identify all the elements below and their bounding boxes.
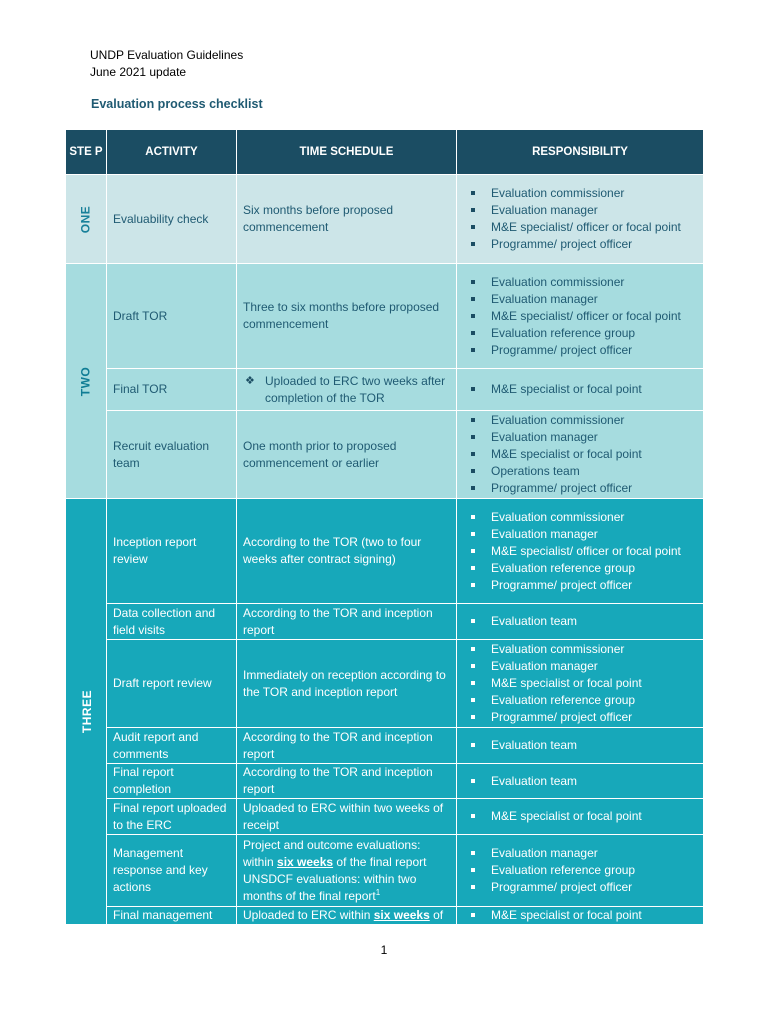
responsibility-cell: [457, 640, 704, 728]
list-item: Evaluation commissioner: [491, 412, 697, 429]
step-three-cell: [66, 499, 107, 925]
schedule-cell: Three to six months before proposed commencement: [237, 264, 457, 369]
table-row: [66, 835, 704, 907]
schedule-cell: Uploaded to ERC within six weeks of: [237, 907, 457, 925]
activity-cell: Evaluability check: [107, 175, 237, 264]
list-item: M&E specialist or focal point: [491, 907, 697, 924]
table-row: [66, 640, 704, 728]
table-row: [66, 175, 704, 264]
table-row: [66, 369, 704, 411]
table-row: [66, 764, 704, 799]
list-item: M&E specialist/ officer or focal point: [491, 308, 697, 325]
schedule-cell: Project and outcome evaluations: within six weeks of the final report UNSDCF evaluations: within two months of the final report$^1$: [237, 835, 457, 907]
responsibility-cell: [457, 604, 704, 640]
page-number: 1: [380, 943, 388, 957]
responsibility-cell: [457, 175, 704, 264]
list-item: Evaluation manager: [491, 202, 697, 219]
responsibility-cell: [457, 907, 704, 925]
table-row: [66, 728, 704, 764]
list-item: M&E specialist or focal point: [491, 675, 697, 692]
responsibility-cell: [457, 499, 704, 604]
schedule-cell: ❖ Uploaded to ERC two weeks after completion of the TOR: [237, 369, 457, 411]
list-item: Evaluation commissioner: [491, 274, 697, 291]
activity-cell: Management response and key actions: [107, 835, 237, 907]
table-row: [66, 499, 704, 604]
responsibility-cell: [457, 764, 704, 799]
list-item: M&E specialist/ officer or focal point: [491, 543, 697, 560]
list-item: M&E specialist or focal point: [491, 446, 697, 463]
step-two-cell: [66, 264, 107, 499]
list-item: Evaluation manager: [491, 526, 697, 543]
list-item: Programme/ project officer: [491, 342, 697, 359]
activity-column-header: ACTIVITY: [107, 130, 237, 175]
list-item: Evaluation commissioner: [491, 185, 697, 202]
activity-cell: Inception report review: [107, 499, 237, 604]
activity-cell: Final report completion: [107, 764, 237, 799]
activity-cell: Data collection and field visits: [107, 604, 237, 640]
schedule-cell: According to the TOR (two to four weeks after contract signing): [237, 499, 457, 604]
list-item: Evaluation reference group: [491, 560, 697, 577]
list-item: Evaluation team: [491, 613, 697, 630]
schedule-cell: Immediately on reception according to the TOR and inception report: [237, 640, 457, 728]
activity-cell: Draft report review: [107, 640, 237, 728]
list-item: Evaluation reference group: [491, 692, 697, 709]
list-item: Evaluation commissioner: [491, 641, 697, 658]
responsibility-cell: [457, 728, 704, 764]
list-item: M&E specialist or focal point: [491, 381, 697, 398]
schedule-cell: One month prior to proposed commencement or earlier: [237, 411, 457, 499]
checklist-title: Evaluation process checklist: [91, 97, 263, 111]
list-item: Evaluation manager: [491, 845, 697, 862]
list-item: Evaluation team: [491, 773, 697, 790]
table-row: [66, 264, 704, 369]
responsibility-cell: [457, 799, 704, 835]
table-row: [66, 907, 704, 925]
step-column-header: STE P: [66, 130, 107, 175]
activity-cell: Draft TOR: [107, 264, 237, 369]
list-item: Programme/ project officer: [491, 236, 697, 253]
activity-cell: Final TOR: [107, 369, 237, 411]
list-item: Programme/ project officer: [491, 577, 697, 594]
responsibility-cell: [457, 369, 704, 411]
activity-cell: Final management: [107, 907, 237, 925]
table-header-row: [66, 130, 704, 175]
schedule-cell: Uploaded to ERC within two weeks of receipt: [237, 799, 457, 835]
list-item: Programme/ project officer: [491, 709, 697, 726]
responsibility-cell: [457, 264, 704, 369]
document-header-title: UNDP Evaluation Guidelines: [90, 48, 244, 62]
list-item: Evaluation manager: [491, 291, 697, 308]
list-item: Programme/ project officer: [491, 480, 697, 497]
responsibility-cell: [457, 835, 704, 907]
schedule-cell: According to the TOR and inception report: [237, 764, 457, 799]
responsibility-cell: [457, 411, 704, 499]
document-header-date: June 2021 update: [90, 65, 187, 79]
step-label: THREE: [80, 689, 95, 734]
list-item: Evaluation reference group: [491, 862, 697, 879]
schedule-cell: According to the TOR and inception report: [237, 604, 457, 640]
evaluation-checklist-table: [65, 129, 704, 925]
list-item: Operations team: [491, 463, 697, 480]
schedule-cell: Six months before proposed commencement: [237, 175, 457, 264]
list-item: Evaluation team: [491, 737, 697, 754]
list-item: Evaluation reference group: [491, 325, 697, 342]
table-row: [66, 604, 704, 640]
list-item: Programme/ project officer: [491, 879, 697, 896]
activity-cell: Recruit evaluation team: [107, 411, 237, 499]
diamond-bullet-icon: ❖: [245, 374, 255, 387]
step-one-cell: [66, 175, 107, 264]
schedule-cell: According to the TOR and inception report: [237, 728, 457, 764]
list-item: Evaluation commissioner: [491, 509, 697, 526]
activity-cell: Audit report and comments: [107, 728, 237, 764]
table-row: [66, 799, 704, 835]
step-label: TWO: [78, 366, 93, 396]
step-label: ONE: [78, 205, 93, 233]
schedule-column-header: TIME SCHEDULE: [237, 130, 457, 175]
responsibility-column-header: RESPONSIBILITY: [457, 130, 704, 175]
list-item: M&E specialist/ officer or focal point: [491, 219, 697, 236]
table-row: [66, 411, 704, 499]
list-item: M&E specialist or focal point: [491, 808, 697, 825]
list-item: Evaluation manager: [491, 658, 697, 675]
activity-cell: Final report uploaded to the ERC: [107, 799, 237, 835]
footnote-marker[interactable]: 1: [375, 887, 381, 897]
list-item: Evaluation manager: [491, 429, 697, 446]
